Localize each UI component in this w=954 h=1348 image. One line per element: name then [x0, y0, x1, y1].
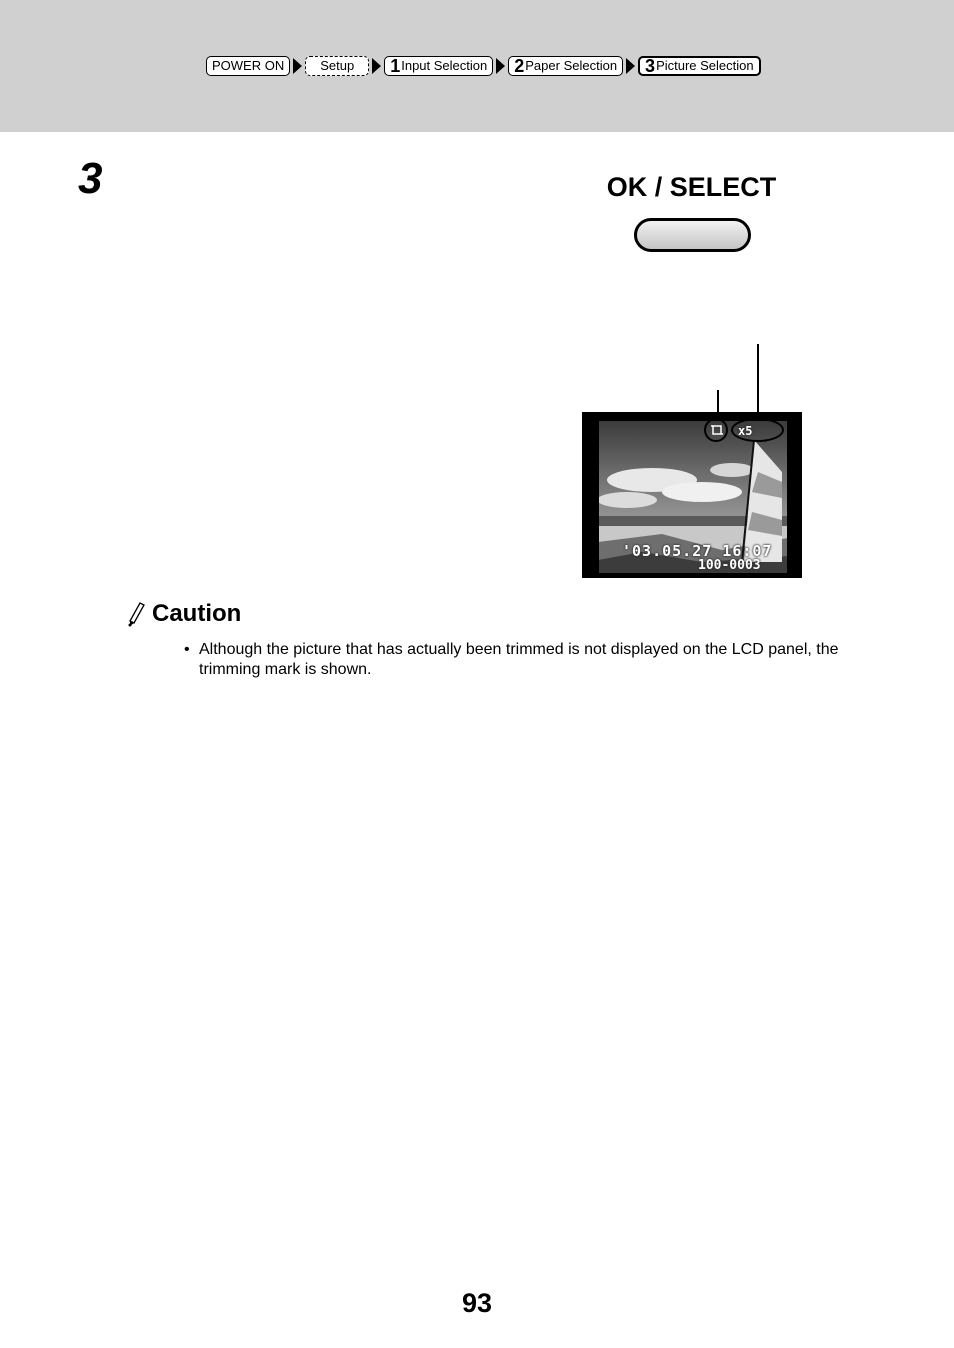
list-item: • Although the picture that has actually been trimmed is not displayed on the LCD panel, the trimming mark is shown. — [184, 640, 844, 680]
crumb-step-number: 1 — [390, 55, 401, 76]
callout-line-print-count — [757, 344, 759, 414]
crumb-step-number: 3 — [645, 55, 656, 76]
step-number: 3 — [78, 154, 103, 203]
crumb-setup: Setup — [305, 56, 369, 76]
breadcrumb — [206, 54, 761, 77]
pen-icon — [126, 601, 146, 627]
crumb-input-selection: 1 Input Selection — [384, 56, 493, 76]
crumb-picture-selection: 3 Picture Selection — [638, 56, 761, 76]
trim-mark-highlight-circle — [704, 418, 728, 442]
print-count-highlight-circle — [731, 418, 784, 442]
ok-select-label: OK / SELECT — [606, 172, 777, 202]
crumb-arrow-icon — [372, 58, 381, 74]
crumb-arrow-icon — [496, 58, 505, 74]
lcd-date-time: '03.05.27 16:07 — [622, 542, 773, 560]
ok-select-button-illustration — [634, 218, 751, 252]
crumb-paper-selection: 2 Paper Selection — [508, 56, 623, 76]
print-count-indicator: x5 — [738, 424, 753, 438]
caution-list — [184, 640, 844, 680]
crumb-arrow-icon — [293, 58, 302, 74]
page-number: 93 — [461, 1288, 493, 1318]
caution-title: Caution — [152, 600, 242, 627]
crumb-power-on: POWER ON — [206, 56, 290, 76]
lcd-file-number: 100-0003 — [698, 558, 761, 573]
caution-heading — [126, 600, 241, 628]
crumb-arrow-icon — [626, 58, 635, 74]
crumb-step-number: 2 — [514, 55, 525, 76]
